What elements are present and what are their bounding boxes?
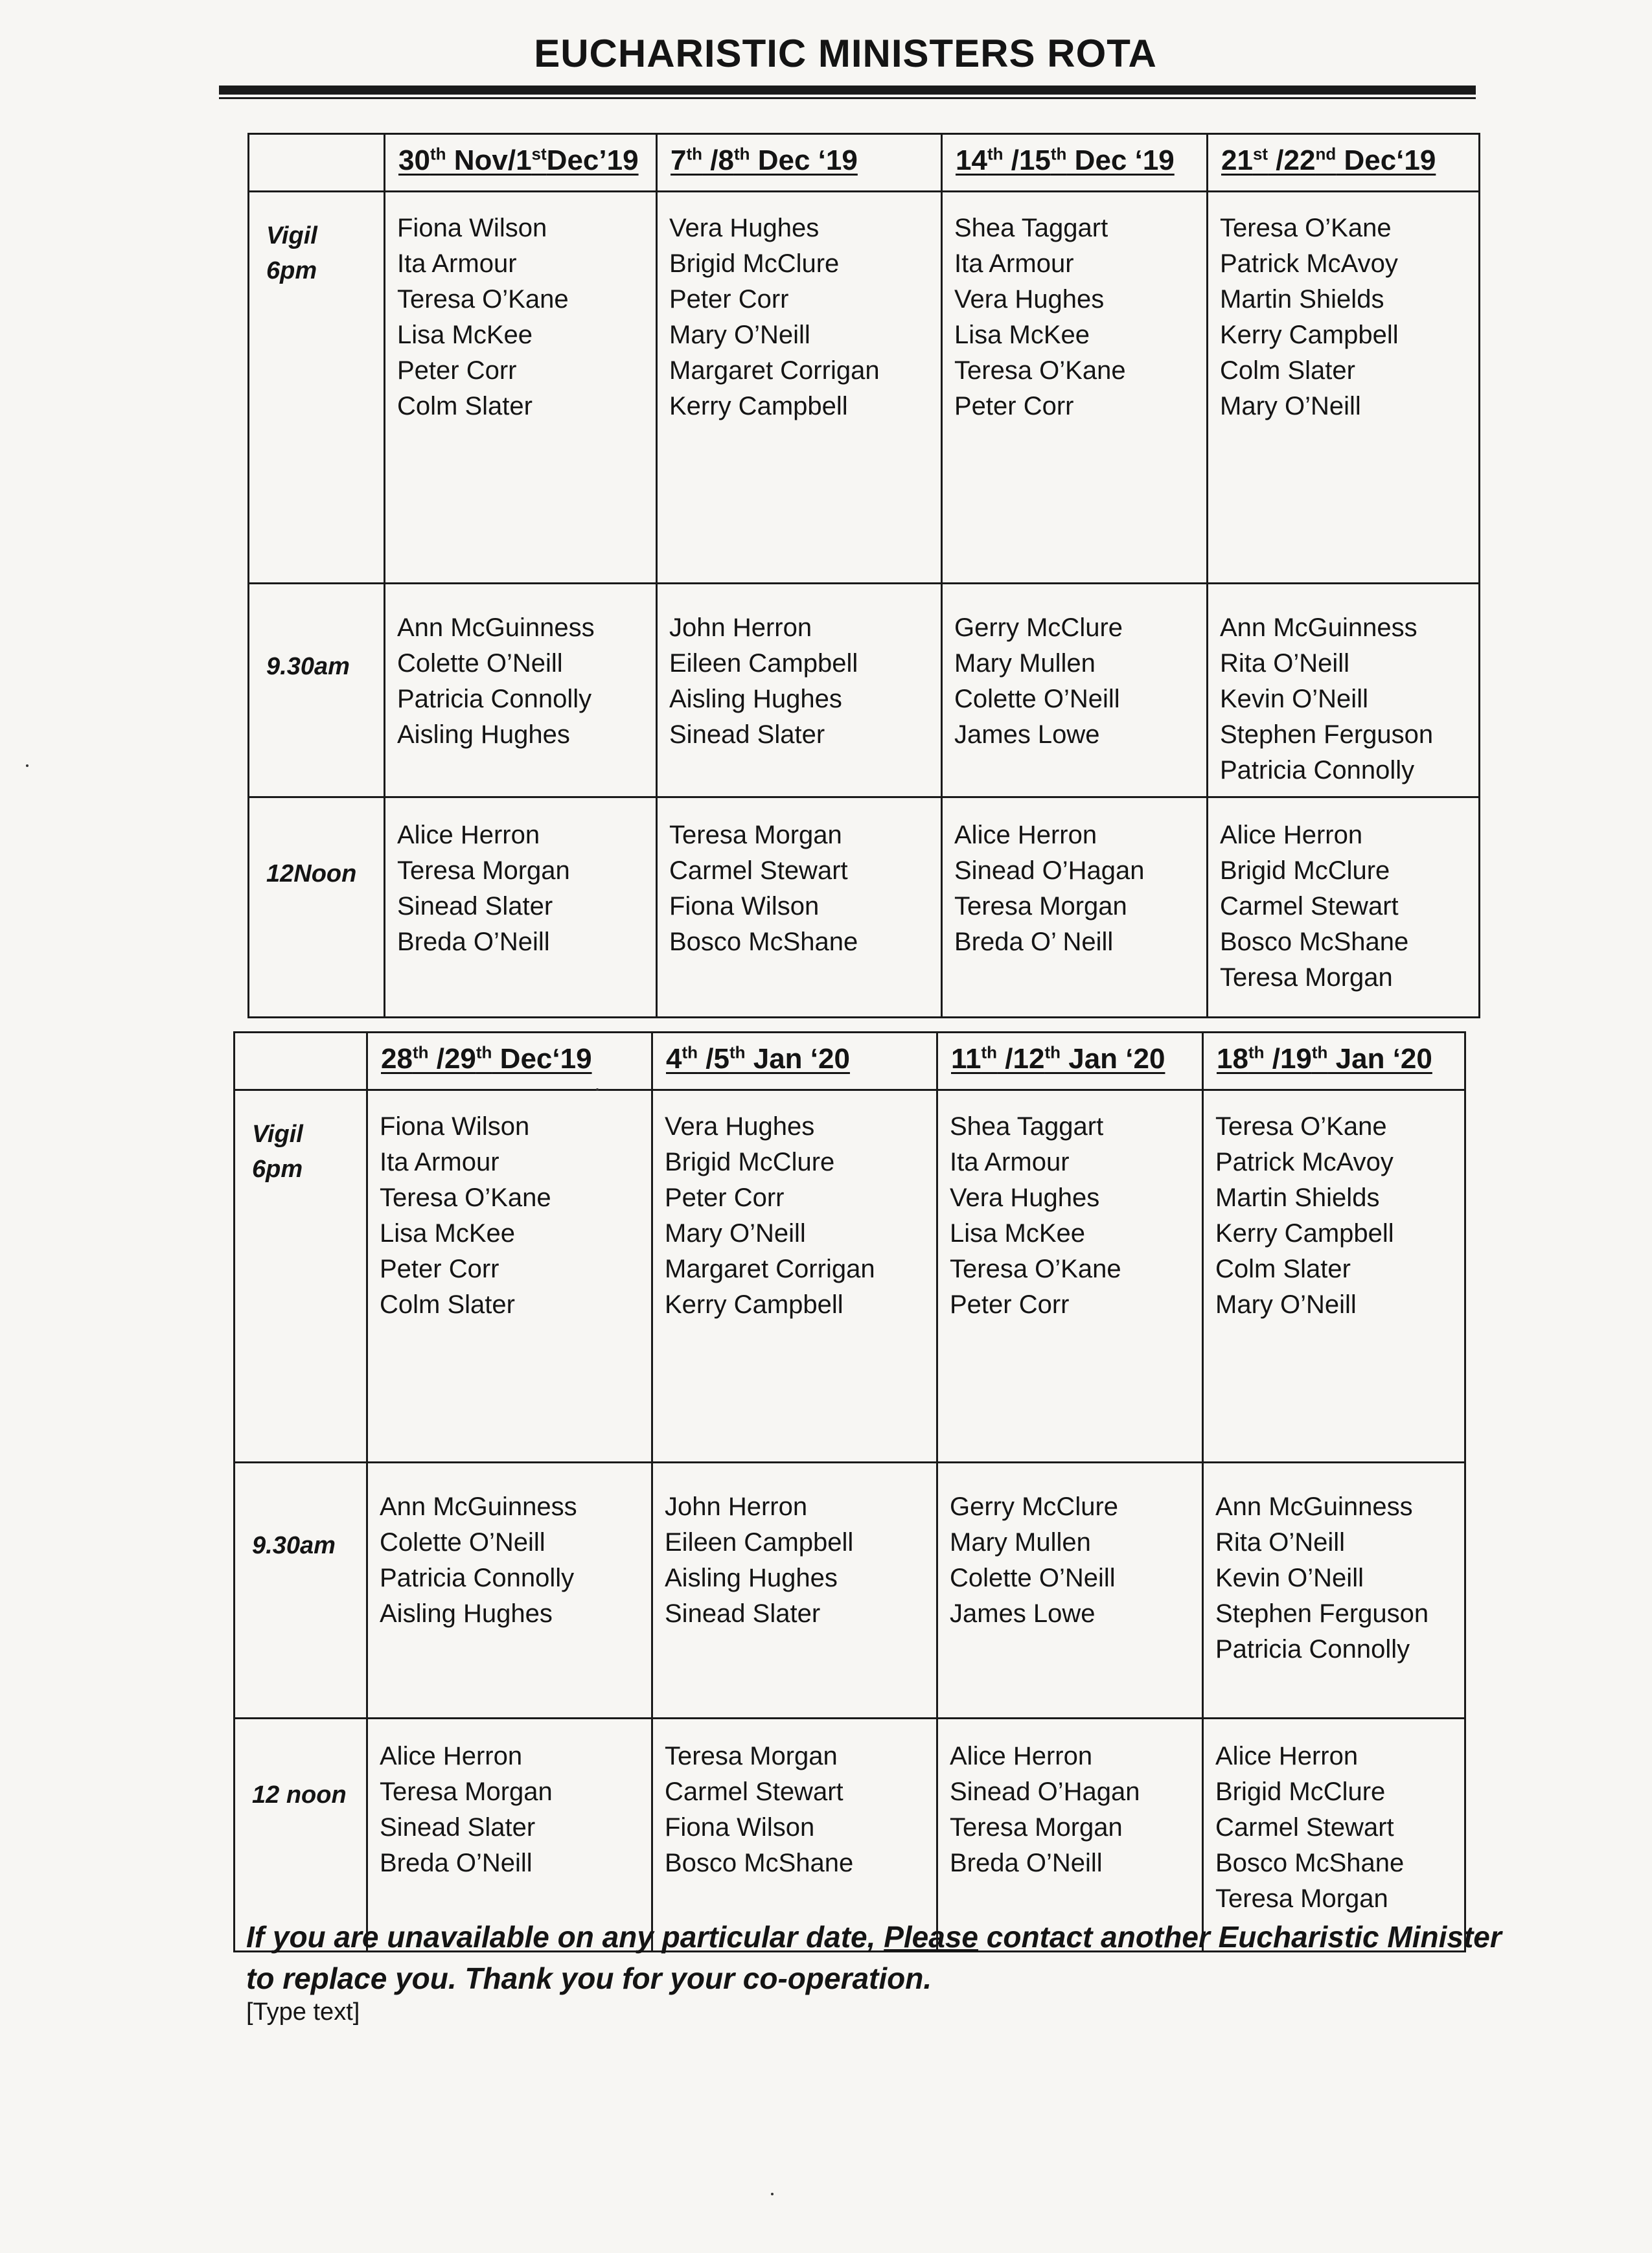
minister-name: James Lowe <box>954 720 1100 749</box>
minister-name: Alice Herron <box>950 1742 1093 1770</box>
time-slot-label: 6pm <box>266 257 317 284</box>
ministers-cell <box>652 1090 937 1463</box>
minister-name: Shea Taggart <box>954 214 1108 242</box>
minister-name: Stephen Ferguson <box>1220 720 1434 749</box>
date-part: /5 <box>698 1042 729 1075</box>
minister-name: Alice Herron <box>380 1742 523 1770</box>
scan-speck <box>771 2193 774 2195</box>
minister-name: Teresa O’Kane <box>954 356 1126 385</box>
minister-name: Vera Hughes <box>665 1112 815 1141</box>
ministers-cell <box>942 797 1208 1018</box>
date-part: 11 <box>951 1042 981 1075</box>
minister-name: Breda O’Neill <box>397 928 550 956</box>
minister-name: Ann McGuinness <box>1220 613 1417 642</box>
date-ordinal-suffix: th <box>686 144 703 163</box>
minister-name: Vera Hughes <box>950 1184 1100 1212</box>
minister-name: Teresa Morgan <box>1215 1884 1388 1913</box>
minister-name: Ita Armour <box>950 1148 1070 1176</box>
minister-name: Patricia Connolly <box>1220 756 1415 784</box>
minister-name: Lisa McKee <box>397 321 533 349</box>
minister-name: Rita O’Neill <box>1215 1528 1346 1557</box>
date-part: Dec‘19 <box>492 1042 592 1075</box>
scan-speck <box>596 1088 599 1091</box>
minister-name: Lisa McKee <box>954 321 1090 349</box>
minister-name: Teresa Morgan <box>669 821 842 849</box>
date-part: /22 <box>1268 144 1316 176</box>
minister-name: Breda O’ Neill <box>954 928 1114 956</box>
minister-name: Alice Herron <box>1220 821 1363 849</box>
date-part: /12 <box>997 1042 1045 1075</box>
time-slot-label: Vigil <box>266 222 317 249</box>
minister-name: Patrick McAvoy <box>1215 1148 1394 1176</box>
ministers-cell <box>937 1090 1203 1463</box>
minister-name: Peter Corr <box>380 1255 499 1283</box>
ministers-cell <box>367 1090 652 1463</box>
ministers-cell <box>385 192 657 584</box>
date-ordinal-suffix: th <box>1050 144 1067 163</box>
minister-name: Breda O’Neill <box>380 1849 533 1877</box>
minister-name: Aisling Hughes <box>397 720 570 749</box>
time-slot-label: 6pm <box>252 1156 303 1183</box>
minister-name: Teresa O’Kane <box>1215 1112 1387 1141</box>
minister-name: Mary Mullen <box>950 1528 1091 1557</box>
minister-name: Peter Corr <box>397 356 517 385</box>
minister-name: Teresa Morgan <box>397 856 570 885</box>
title-underline <box>219 86 1476 95</box>
minister-name: Bosco McShane <box>1220 928 1409 956</box>
document-title: EUCHARISTIC MINISTERS ROTA <box>534 32 1157 75</box>
date-part: 30 <box>398 144 430 176</box>
time-slot-vigil <box>249 192 385 584</box>
date-header-text <box>1221 144 1436 176</box>
date-header-text <box>666 1043 850 1075</box>
date-part: Dec’19 <box>546 144 639 176</box>
minister-name: Teresa O’Kane <box>397 285 569 314</box>
minister-name: Kerry Campbell <box>669 392 848 420</box>
title-underline-thin <box>219 97 1476 99</box>
minister-name: Teresa Morgan <box>950 1813 1123 1842</box>
date-part: 28 <box>381 1042 413 1075</box>
minister-name: Mary Mullen <box>954 649 1096 678</box>
minister-name: Teresa O’Kane <box>950 1255 1121 1283</box>
minister-name: Teresa O’Kane <box>380 1184 551 1212</box>
header-corner <box>249 134 385 192</box>
time-slot-label: Vigil <box>252 1121 303 1148</box>
minister-name: Colm Slater <box>397 392 533 420</box>
minister-name: Peter Corr <box>954 392 1074 420</box>
date-ordinal-suffix: th <box>412 1042 429 1062</box>
footer-text-start: If you are unavailable on any particular date, <box>246 1920 884 1954</box>
minister-name: Eileen Campbell <box>665 1528 854 1557</box>
time-slot-label: 9.30am <box>266 653 350 680</box>
date-header <box>1208 134 1480 192</box>
minister-name: Ita Armour <box>380 1148 499 1176</box>
minister-name: Kerry Campbell <box>1215 1219 1394 1248</box>
minister-name: Sinead Slater <box>669 720 825 749</box>
date-ordinal-suffix: st <box>531 144 547 163</box>
minister-name: Aisling Hughes <box>380 1599 553 1628</box>
ministers-cell <box>657 192 942 584</box>
minister-name: Carmel Stewart <box>1220 892 1399 921</box>
minister-name: Mary O’Neill <box>665 1219 806 1248</box>
rota-table-1 <box>247 133 1480 1018</box>
date-part: /15 <box>1003 144 1051 176</box>
ministers-cell <box>385 797 657 1018</box>
date-part: 21 <box>1221 144 1253 176</box>
minister-name: Alice Herron <box>954 821 1097 849</box>
minister-name: Gerry McClure <box>950 1492 1119 1521</box>
minister-name: Lisa McKee <box>380 1219 515 1248</box>
ministers-cell <box>937 1463 1203 1719</box>
minister-name: Ita Armour <box>954 249 1074 278</box>
minister-name: Aisling Hughes <box>669 685 842 713</box>
date-header-text <box>951 1043 1165 1075</box>
time-slot-noon <box>249 797 385 1018</box>
ministers-cell <box>657 797 942 1018</box>
date-header <box>657 134 942 192</box>
minister-name: Lisa McKee <box>950 1219 1085 1248</box>
minister-name: Fiona Wilson <box>665 1813 815 1842</box>
minister-name: Kerry Campbell <box>1220 321 1399 349</box>
date-part: /29 <box>428 1042 476 1075</box>
minister-name: Ann McGuinness <box>1215 1492 1413 1521</box>
type-text-placeholder: [Type text] <box>246 1998 360 2026</box>
minister-name: Eileen Campbell <box>669 649 858 678</box>
header-corner <box>235 1033 367 1090</box>
minister-name: Colette O’Neill <box>380 1528 545 1557</box>
scan-speck <box>26 764 29 767</box>
minister-name: Patricia Connolly <box>1215 1635 1410 1664</box>
time-slot-vigil <box>235 1090 367 1463</box>
date-header <box>367 1033 652 1090</box>
date-ordinal-suffix: th <box>729 1042 746 1062</box>
date-part: 18 <box>1217 1042 1248 1075</box>
minister-name: Bosco McShane <box>669 928 858 956</box>
date-ordinal-suffix: th <box>733 144 750 163</box>
minister-name: Mary O’Neill <box>669 321 810 349</box>
minister-name: Teresa Morgan <box>954 892 1127 921</box>
date-part: Nov/1 <box>446 144 532 176</box>
minister-name: Peter Corr <box>950 1290 1070 1319</box>
ministers-cell <box>1208 797 1480 1018</box>
minister-name: Brigid McClure <box>665 1148 835 1176</box>
date-part: Jan ‘20 <box>1327 1042 1432 1075</box>
date-ordinal-suffix: th <box>987 144 1004 163</box>
minister-name: Shea Taggart <box>950 1112 1104 1141</box>
minister-name: Bosco McShane <box>1215 1849 1405 1877</box>
minister-name: Colm Slater <box>380 1290 515 1319</box>
minister-name: Vera Hughes <box>954 285 1105 314</box>
date-header <box>942 134 1208 192</box>
minister-name: Alice Herron <box>397 821 540 849</box>
date-header-text <box>1217 1043 1432 1075</box>
minister-name: Rita O’Neill <box>1220 649 1350 678</box>
date-header-text <box>671 144 858 176</box>
minister-name: Colm Slater <box>1215 1255 1351 1283</box>
minister-name: Fiona Wilson <box>669 892 820 921</box>
minister-name: John Herron <box>665 1492 808 1521</box>
minister-name: Sinead Slater <box>397 892 553 921</box>
date-header-text <box>381 1043 592 1075</box>
minister-name: Patrick McAvoy <box>1220 249 1398 278</box>
minister-name: Martin Shields <box>1215 1184 1380 1212</box>
ministers-cell <box>657 584 942 797</box>
date-ordinal-suffix: th <box>1248 1042 1265 1062</box>
date-header <box>937 1033 1203 1090</box>
footer-notice <box>246 1916 1509 1999</box>
time-slot-label: 12Noon <box>266 860 357 887</box>
minister-name: Mary O’Neill <box>1215 1290 1357 1319</box>
footer-text-end: contact another Eucharistic Minister to replace you. Thank you for your co-operation. <box>246 1920 1502 1995</box>
time-slot-930am <box>249 584 385 797</box>
ministers-cell <box>385 584 657 797</box>
date-part: Dec‘19 <box>1336 144 1436 176</box>
date-header-text <box>956 144 1175 176</box>
minister-name: Teresa O’Kane <box>1220 214 1392 242</box>
ministers-cell <box>1208 584 1480 797</box>
date-ordinal-suffix: th <box>682 1042 698 1062</box>
minister-name: Martin Shields <box>1220 285 1384 314</box>
minister-name: Colm Slater <box>1220 356 1355 385</box>
minister-name: Kevin O’Neill <box>1215 1564 1364 1592</box>
minister-name: Kerry Campbell <box>665 1290 843 1319</box>
minister-name: Fiona Wilson <box>380 1112 530 1141</box>
minister-name: Sinead O’Hagan <box>954 856 1145 885</box>
minister-name: Colette O’Neill <box>954 685 1120 713</box>
date-ordinal-suffix: th <box>476 1042 492 1062</box>
minister-name: Kevin O’Neill <box>1220 685 1368 713</box>
ministers-cell <box>1203 1463 1465 1719</box>
minister-name: Margaret Corrigan <box>665 1255 875 1283</box>
date-part: Dec ‘19 <box>750 144 858 176</box>
minister-name: Mary O’Neill <box>1220 392 1361 420</box>
footer-please: Please <box>884 1920 978 1954</box>
date-ordinal-suffix: th <box>430 144 446 163</box>
date-part: Dec ‘19 <box>1066 144 1175 176</box>
ministers-cell <box>652 1463 937 1719</box>
date-header <box>1203 1033 1465 1090</box>
date-part: 4 <box>666 1042 682 1075</box>
minister-name: Sinead Slater <box>380 1813 536 1842</box>
minister-name: Sinead O’Hagan <box>950 1778 1140 1806</box>
time-slot-label: 12 noon <box>252 1781 347 1809</box>
minister-name: Ann McGuinness <box>397 613 595 642</box>
minister-name: Teresa Morgan <box>380 1778 553 1806</box>
minister-name: Fiona Wilson <box>397 214 547 242</box>
minister-name: Carmel Stewart <box>665 1778 843 1806</box>
minister-name: Ita Armour <box>397 249 517 278</box>
minister-name: Margaret Corrigan <box>669 356 880 385</box>
ministers-cell <box>942 584 1208 797</box>
minister-name: Aisling Hughes <box>665 1564 838 1592</box>
date-part: /19 <box>1264 1042 1312 1075</box>
date-header <box>652 1033 937 1090</box>
date-part: Jan ‘20 <box>1061 1042 1165 1075</box>
minister-name: Alice Herron <box>1215 1742 1359 1770</box>
date-ordinal-suffix: st <box>1252 144 1268 163</box>
minister-name: Breda O’Neill <box>950 1849 1103 1877</box>
minister-name: Sinead Slater <box>665 1599 821 1628</box>
date-ordinal-suffix: th <box>1311 1042 1328 1062</box>
minister-name: Vera Hughes <box>669 214 820 242</box>
minister-name: Brigid McClure <box>669 249 840 278</box>
minister-name: Teresa Morgan <box>1220 963 1393 992</box>
minister-name: Carmel Stewart <box>1215 1813 1394 1842</box>
date-part: Jan ‘20 <box>745 1042 850 1075</box>
minister-name: John Herron <box>669 613 812 642</box>
minister-name: Bosco McShane <box>665 1849 854 1877</box>
minister-name: Brigid McClure <box>1215 1778 1386 1806</box>
minister-name: Stephen Ferguson <box>1215 1599 1429 1628</box>
time-slot-label: 9.30am <box>252 1532 336 1559</box>
ministers-cell <box>367 1463 652 1719</box>
minister-name: Colette O’Neill <box>397 649 563 678</box>
date-ordinal-suffix: nd <box>1315 144 1337 163</box>
date-header <box>385 134 657 192</box>
date-header-text <box>398 144 639 176</box>
minister-name: Ann McGuinness <box>380 1492 577 1521</box>
minister-name: Patricia Connolly <box>380 1564 575 1592</box>
date-ordinal-suffix: th <box>981 1042 998 1062</box>
date-part: 7 <box>671 144 687 176</box>
ministers-cell <box>942 192 1208 584</box>
date-part: /8 <box>702 144 734 176</box>
minister-name: Brigid McClure <box>1220 856 1390 885</box>
minister-name: Patricia Connolly <box>397 685 592 713</box>
date-ordinal-suffix: th <box>1044 1042 1061 1062</box>
minister-name: Colette O’Neill <box>950 1564 1116 1592</box>
minister-name: Carmel Stewart <box>669 856 848 885</box>
ministers-cell <box>1203 1090 1465 1463</box>
rota-table-2 <box>233 1031 1466 1952</box>
minister-name: Gerry McClure <box>954 613 1123 642</box>
minister-name: Peter Corr <box>665 1184 785 1212</box>
ministers-cell <box>1208 192 1480 584</box>
minister-name: Peter Corr <box>669 285 789 314</box>
date-part: 14 <box>956 144 987 176</box>
minister-name: James Lowe <box>950 1599 1096 1628</box>
minister-name: Teresa Morgan <box>665 1742 838 1770</box>
time-slot-930am <box>235 1463 367 1719</box>
